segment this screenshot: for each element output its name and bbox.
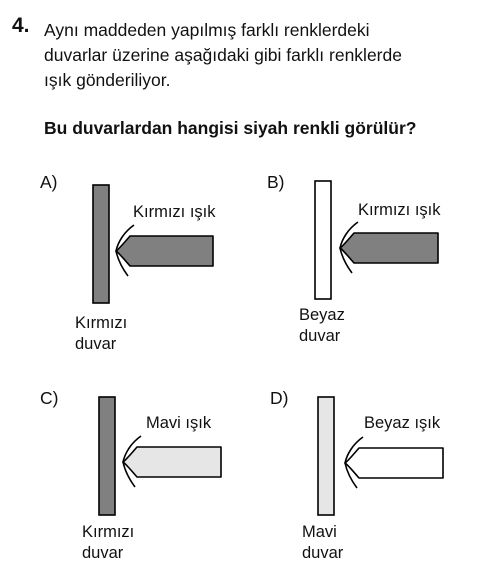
option-d-light-ray (345, 448, 443, 478)
option-b-wall-label (299, 305, 345, 347)
option-d-wall-label-line-1: Mavi (302, 523, 337, 541)
question-line-1: Aynı maddeden yapılmış farklı renklerdeki (44, 20, 370, 40)
option-b-figure (315, 181, 438, 299)
option-a-wall-label (75, 313, 127, 355)
question-line-3: ışık gönderiliyor. (44, 70, 171, 90)
option-c-wall-label (82, 522, 134, 564)
option-b-wall (315, 181, 331, 299)
option-a-light-label: Kırmızı ışık (133, 203, 216, 221)
option-d-wall-label-line-2: duvar (302, 544, 344, 562)
option-b-light-label: Kırmızı ışık (358, 201, 441, 219)
option-d-letter[interactable]: D) (270, 388, 289, 408)
option-c-wall (99, 397, 115, 515)
question-prompt: Bu duvarlardan hangisi siyah renkli görülür? (44, 118, 417, 138)
option-d-wall (318, 397, 334, 515)
option-b-light-ray (340, 233, 438, 263)
option-a-letter[interactable]: A) (40, 172, 58, 192)
option-a-wall-label-line-2: duvar (75, 335, 117, 353)
option-d-wall-label (302, 522, 343, 564)
question-number: 4. (12, 14, 30, 37)
option-b-wall-label-line-1: Beyaz (299, 306, 345, 324)
option-c-light-label: Mavi ışık (146, 414, 212, 432)
option-b-letter[interactable]: B) (267, 172, 285, 192)
question-line-2: duvarlar üzerine aşağıdaki gibi farklı renklerde (44, 45, 402, 65)
option-d-light-label: Beyaz ışık (364, 414, 441, 432)
option-c-wall-label-line-1: Kırmızı (82, 523, 135, 541)
option-c-light-ray (123, 447, 221, 477)
option-b-wall-label-line-2: duvar (299, 327, 341, 345)
option-a-wall (93, 185, 109, 303)
option-c-letter[interactable]: C) (40, 388, 59, 408)
option-a-light-ray (116, 236, 213, 266)
option-c-wall-label-line-2: duvar (82, 544, 124, 562)
option-a-wall-label-line-1: Kırmızı (75, 314, 128, 332)
